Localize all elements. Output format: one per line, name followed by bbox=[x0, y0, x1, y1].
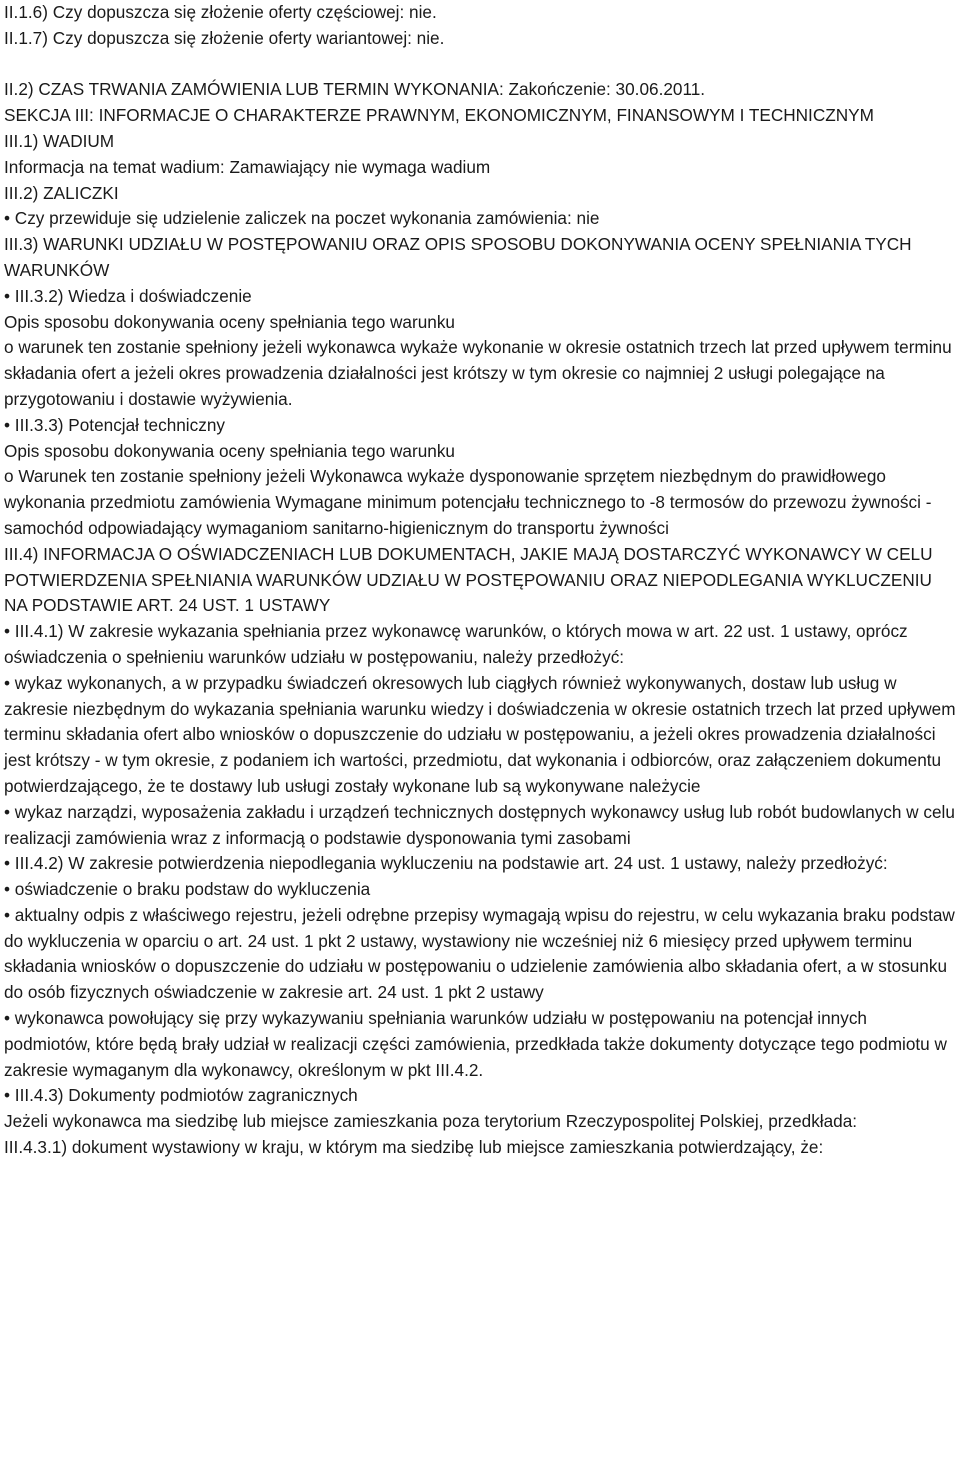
ocena-label-1: Opis sposobu dokonywania oceny spełniania tego warunku bbox=[4, 311, 455, 332]
bullet-wykaz-narzedzi: • wykaz narządzi, wyposażenia zakładu i urządzeń technicznych dostępnych wykonawcy usług lub robót budowlanych w celu realizacji zamówienia wraz z informacją o podstawie dysponowania tymi zasobami bbox=[4, 801, 960, 848]
wadium-info: Informacja na temat wadium: Zamawiający nie wymaga wadium bbox=[4, 156, 491, 177]
heading-wadium: III.1) WADIUM bbox=[4, 130, 115, 151]
blank-line bbox=[4, 52, 958, 78]
heading-informacja-oswiadczenia: III.4) INFORMACJA O OŚWIADCZENIACH LUB DOKUMENTACH, JAKIE MAJĄ DOSTARCZYĆ WYKONAWCY W CELU POTWIERDZENIA SPEŁNIANIA WARUNKÓW UDZIAŁU W POSTĘPOWANIU ORAZ NIEPODLEGANIA WYKLUCZENIU NA PODSTAWIE ART. 24 UST. 1 USTAWY bbox=[4, 543, 938, 616]
warunek-wiedza: o warunek ten zostanie spełniony jeżeli wykonawca wykaże wykonanie w okresie ostatnich trzech lat przed upływem terminu składania ofert a jeżeli okres prowadzenia działalności jest krótszy w tym okresie co najmniej 2 usługi polegające na przygotowaniu i dostawie wyżywienia. bbox=[4, 337, 957, 409]
clause-variant-offer: II.1.7) Czy dopuszcza się złożenie oferty wariantowej: nie. bbox=[4, 27, 445, 48]
zaliczki-bullet: • Czy przewiduje się udzielenie zaliczek na poczet wykonania zamówienia: nie bbox=[4, 208, 600, 229]
subheading-iii-4-3: • III.4.3) Dokumenty podmiotów zagranicznych bbox=[4, 1085, 358, 1106]
bullet-oswiadczenie: • oświadczenie o braku podstaw do wykluczenia bbox=[4, 879, 371, 900]
bullet-potencjal-innych: • wykonawca powołujący się przy wykazywaniu spełniania warunków udziału w postępowaniu na potencjał innych podmiotów, które będą brały udział w realizacji części zamówienia, przedkłada także dokumenty dotyczące tego podmiotu w zakresie wymaganym dla wykonawcy, określonym w pkt III.4.2. bbox=[4, 1008, 952, 1080]
ocena-label-2: Opis sposobu dokonywania oceny spełniania tego warunku bbox=[4, 440, 455, 461]
bullet-odpis-rejestru: • aktualny odpis z właściwego rejestru, jeżeli odrębne przepisy wymagają wpisu do rejestru, w celu wykazania braku podstaw do wykluczenia w oparciu o art. 24 ust. 1 pkt 2 ustawy, wystawiony nie wcześniej niż 6 miesięcy przed upływem terminu składania wniosków o dopuszczenie do udziału w postępowaniu o udzielenie zamówienia albo składania ofert, a w stosunku do osób fizycznych oświadczenie w zakresie art. 24 ust. 1 pkt 2 ustawy bbox=[4, 904, 960, 1003]
section-heading-iii: SEKCJA III: INFORMACJE O CHARAKTERZE PRAWNYM, EKONOMICZNYM, FINANSOWYM I TECHNICZNYM bbox=[4, 105, 874, 126]
clause-iii-4-3-1: III.4.3.1) dokument wystawiony w kraju, w którym ma siedzibę lub miejsce zamieszkania potwierdzający, że: bbox=[4, 1137, 824, 1158]
warunek-potencjal: o Warunek ten zostanie spełniony jeżeli Wykonawca wykaże dysponowanie sprzętem niezbędnym do prawidłowego wykonania przedmiotu zamówienia Wymagane minimum potencjału technicznego to -8 termosów do przewozu żywności - samochód odpowiadający wymaganiom sanitarno-higienicznym do transportu żywności bbox=[4, 466, 937, 538]
subheading-wiedza: • III.3.2) Wiedza i doświadczenie bbox=[4, 285, 252, 306]
heading-warunki: III.3) WARUNKI UDZIAŁU W POSTĘPOWANIU ORAZ OPIS SPOSOBU DOKONYWANIA OCENY SPEŁNIANIA TYCH WARUNKÓW bbox=[4, 234, 917, 280]
heading-zaliczki: III.2) ZALICZKI bbox=[4, 182, 119, 203]
subheading-iii-4-2: • III.4.2) W zakresie potwierdzenia niepodlegania wykluczeniu na podstawie art. 24 ust. 1 ustawy, należy przedłożyć: bbox=[4, 853, 888, 874]
zagraniczne-intro: Jeżeli wykonawca ma siedzibę lub miejsce zamieszkania poza terytorium Rzeczypospolitej Polskiej, przedkłada: bbox=[4, 1111, 858, 1132]
clause-duration: II.2) CZAS TRWANIA ZAMÓWIENIA LUB TERMIN WYKONANIA: Zakończenie: 30.06.2011. bbox=[4, 79, 706, 100]
subheading-iii-4-1: • III.4.1) W zakresie wykazania spełniania przez wykonawcę warunków, o których mowa w art. 22 ust. 1 ustawy, oprócz oświadczenia o spełnieniu warunków udziału w postępowaniu, należy przedłożyć: bbox=[4, 621, 913, 667]
subheading-potencjal: • III.3.3) Potencjał techniczny bbox=[4, 414, 225, 435]
clause-partial-offer: II.1.6) Czy dopuszcza się złożenie oferty częściowej: nie. bbox=[4, 2, 437, 22]
bullet-wykaz-dostaw: • wykaz wykonanych, a w przypadku świadczeń okresowych lub ciągłych również wykonywanych, dostaw lub usług w zakresie niezbędnym do wykazania spełniania warunku wiedzy i doświadczenia w okresie ostatnich trzech lat przed upływem terminu składania ofert albo wniosków o dopuszczenie do udziału w postępowaniu, a jeżeli okres prowadzenia działalności jest krótszy - w tym okresie, z podaniem ich wartości, przedmiotu, dat wykonania i odbiorców, oraz załączeniem dokumentu potwierdzającego, że te dostawy lub usługi zostały wykonane lub są wykonywane należycie bbox=[4, 672, 960, 796]
